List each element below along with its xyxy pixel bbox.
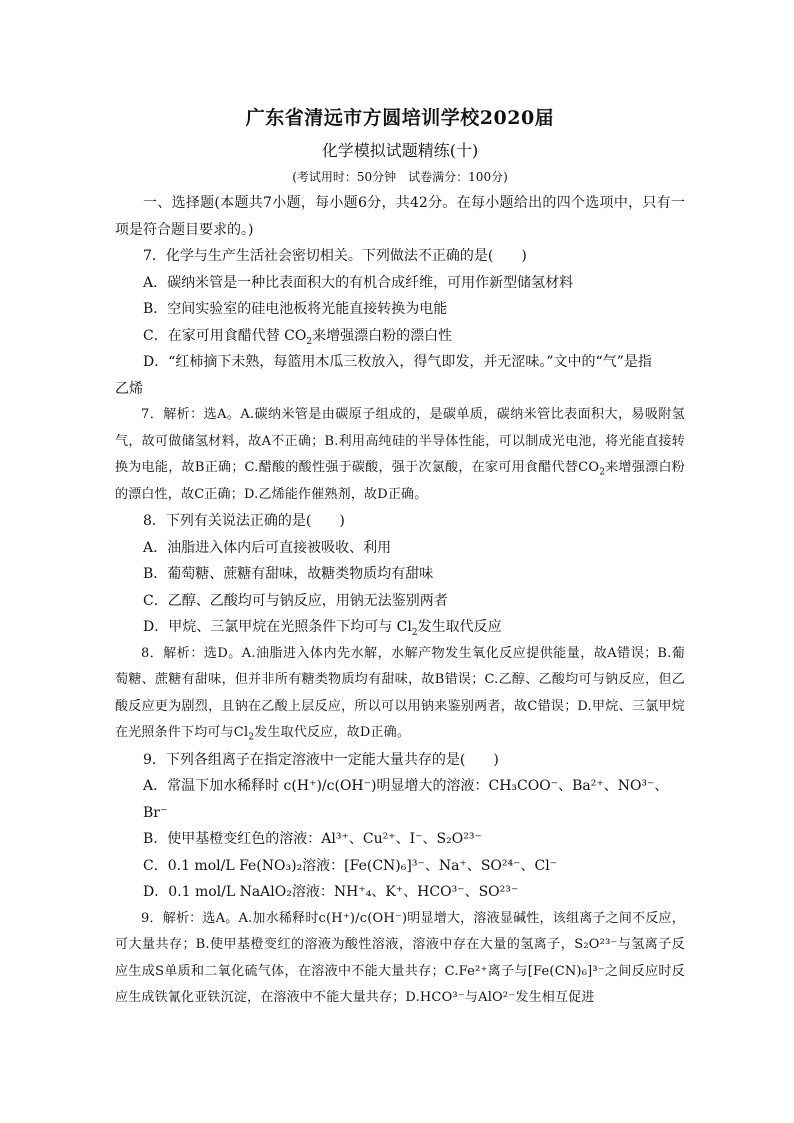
analysis-text: 来增强漂白粉的漂白性，故C正确；D.乙烯能作催熟剂，故D正确。: [115, 460, 685, 502]
question-8-option-d: [115, 614, 685, 641]
subscript: 2: [599, 467, 606, 478]
exam-info: (考试用时：50分钟 试卷满分：100分): [292, 170, 508, 184]
question-8-option-a: A．油脂进入体内后可直接被吸收、利用: [143, 539, 392, 556]
question-9-option-a: A．常温下加水稀释时 c(H⁺)/c(OH⁻)明显增大的溶液：CH₃COO⁻、Ba²⁺、NO³⁻、Br⁻: [143, 778, 669, 821]
question-7-option-c: [115, 323, 685, 350]
question-9-option-d: D．0.1 mol/L NaAlO₂溶液：NH⁺₄、K⁺、HCO³⁻、SO²³⁻: [143, 884, 519, 900]
question-8-option-b: B．葡萄糖、蔗糖有甜味，故糖类物质均有甜味: [143, 566, 434, 582]
subscript: 2: [411, 627, 418, 638]
section-intro: 一、选择题(本题共7小题，每小题6分，共42分。在每小题给出的四个选项中，只有一项是符合题目要求的。): [115, 195, 685, 238]
question-7-option-b: B．空间实验室的硅电池板将光能直接转换为电能: [143, 301, 448, 317]
question-7-analysis: [115, 402, 685, 508]
question-9-analysis: 9．解析：选A。A.加水稀释时c(H⁺)/c(OH⁻)明显增大，溶液显碱性，该组离子之间不反应，可大量共存；B.使甲基橙变红的溶液为酸性溶液，溶液中存在大量的氢离子，S₂O²³⁻与氢离子反应生成S单质和二氧化硫气体，在溶液中不能大量共存；C.Fe²⁺离子与[Fe(CN)₆]³⁻之间反应时反应生成铁氰化亚铁沉淀，在溶液中不能大量共存；D.HCO³⁻与AlO²⁻发生相互促进: [115, 910, 685, 1005]
option-text: 发生取代反应: [417, 619, 502, 635]
question-7-option-d: D．“红柿摘下未熟，每篮用木瓜三枚放入，得气即发，并无涩味。”文中的“气”是指: [143, 354, 652, 370]
question-8-analysis: [115, 641, 685, 747]
question-9-stem: 9．下列各组离子在指定溶液中一定能大量共存的是( ): [143, 751, 499, 768]
analysis-text: 8．解析：选D。A.油脂进入体内先水解，水解产物发生氧化反应提供能量，故A错误；B.葡萄糖、蔗糖有甜味，但并非所有糖类物质均有甜味，故B错误；C.乙醇、乙酸均可与钠反应，但乙酸反应更为剧烈，且钠在乙酸上层反应，所以可以用钠来鉴别两者，故C错误；D.甲烷、三氯甲烷在光照条件下均可与Cl: [115, 645, 685, 740]
document-content: [115, 106, 685, 1012]
question-7-option-d-continued: 乙烯: [115, 380, 143, 397]
question-9-option-c: C．0.1 mol/L Fe(NO₃)₂溶液：[Fe(CN)₆]³⁻、Na⁺、SO²⁴⁻、Cl⁻: [143, 857, 558, 874]
option-text: C．在家可用食醋代替 CO: [143, 327, 307, 344]
question-8-stem: 8．下列有关说法正确的是( ): [143, 513, 345, 529]
analysis-text: 7．解析：选A。A.碳纳米管是由碳原子组成的，是碳单质，碳纳米管比表面积大，易吸附氢气，故可做储氢材料，故A不正确；B.利用高纯硅的半导体性能，可以制成光电池，将光能直接转换为电能，故B正确；C.醋酸的酸性强于碳酸，强于次氯酸，在家可用食醋代替CO: [115, 407, 685, 475]
subscript: 2: [248, 732, 255, 743]
question-7-stem: 7．化学与生产生活社会密切相关。下列做法不正确的是( ): [143, 248, 527, 264]
option-text: D．甲烷、三氯甲烷在光照条件下均可与 Cl: [143, 619, 412, 635]
subscript: 2: [306, 336, 313, 347]
document-subtitle: 化学模拟试题精练(十): [321, 141, 479, 160]
document-title: 广东省清远市方圆培训学校2020届: [245, 107, 555, 129]
analysis-text: 发生取代反应，故D正确。: [254, 725, 411, 740]
question-9-option-b: B．使甲基橙变红色的溶液：Al³⁺、Cu²⁺、I⁻、S₂O²³⁻: [143, 831, 482, 847]
question-8-option-c: C．乙醇、乙酸均可与钠反应，用钠无法鉴别两者: [143, 592, 448, 609]
question-7-option-a: A．碳纳米管是一种比表面积大的有机合成纤维，可用作新型储氢材料: [143, 274, 574, 291]
option-text: 来增强漂白粉的漂白性: [312, 327, 453, 344]
